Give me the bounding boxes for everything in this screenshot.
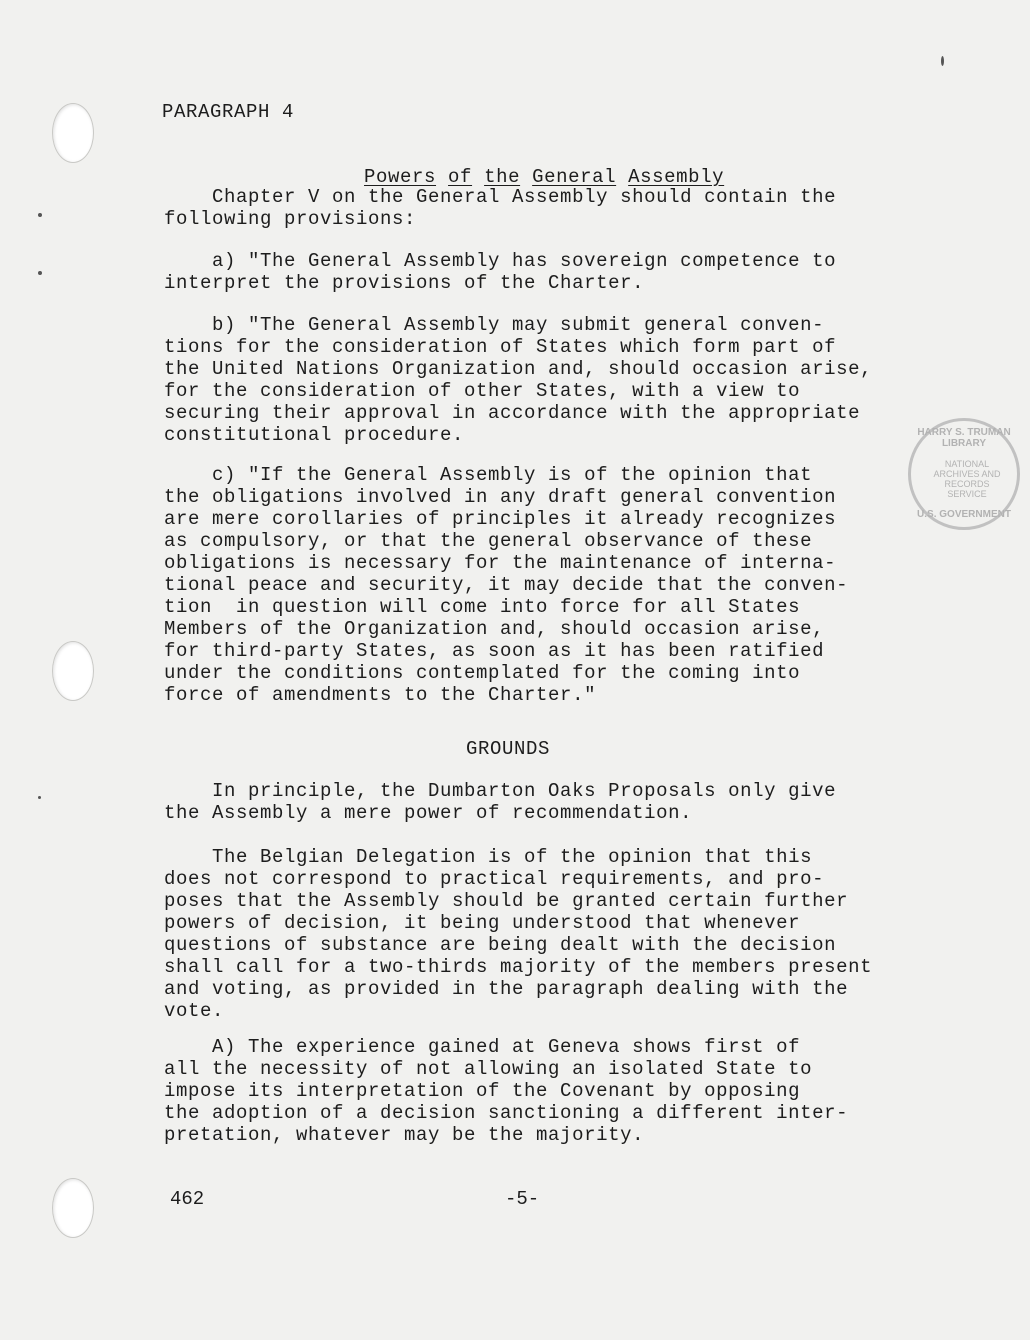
grounds-heading: GROUNDS — [466, 738, 551, 760]
provision-c-line: tion in question will come into force for all States — [164, 596, 801, 618]
paragraph-label: PARAGRAPH 4 — [162, 101, 295, 123]
grounds-p2-line: does not correspond to practical requirements, and pro- — [164, 868, 825, 890]
provision-c-line: tional peace and security, it may decide that the conven- — [164, 574, 849, 596]
grounds-p2-line: shall call for a two-thirds majority of the members present — [164, 956, 873, 978]
grounds-p2-line: poses that the Assembly should be granted certain further — [164, 890, 849, 912]
provision-c-line: are mere corollaries of principles it already recognizes — [164, 508, 837, 530]
document-number: 462 — [170, 1188, 205, 1210]
provision-c-line: for third-party States, as soon as it has been ratified — [164, 640, 825, 662]
provision-b-line: for the consideration of other States, with a view to — [164, 380, 801, 402]
provision-c-line: the obligations involved in any draft general convention — [164, 486, 837, 508]
stamp-top-text: HARRY S. TRUMAN LIBRARY — [917, 427, 1011, 449]
binder-hole-top — [52, 103, 94, 163]
intro-line: following provisions: — [164, 208, 417, 230]
grounds-p3-line: A) The experience gained at Geneva shows first of — [164, 1036, 801, 1058]
title-word: of — [448, 166, 473, 188]
grounds-p3-line: all the necessity of not allowing an isolated State to — [164, 1058, 813, 1080]
paper-speck — [38, 796, 41, 799]
provision-a-line: interpret the provisions of the Charter. — [164, 272, 645, 294]
binder-hole-middle — [52, 641, 94, 701]
library-stamp — [908, 418, 1020, 530]
paper-speck — [941, 56, 944, 66]
provision-c-line: Members of the Organization and, should occasion arise, — [164, 618, 825, 640]
intro-line: Chapter V on the General Assembly should contain the — [164, 186, 837, 208]
paper-speck — [38, 271, 42, 275]
provision-a-line: a) "The General Assembly has sovereign competence to — [164, 250, 837, 272]
provision-c-line: c) "If the General Assembly is of the opinion that — [164, 464, 813, 486]
grounds-p2-line: powers of decision, it being understood that whenever — [164, 912, 801, 934]
grounds-p3-line: the adoption of a decision sanctioning a different inter- — [164, 1102, 849, 1124]
grounds-p3-line: pretation, whatever may be the majority. — [164, 1124, 645, 1146]
title-word: Powers — [364, 166, 437, 188]
stamp-middle-text: NATIONAL ARCHIVES AND RECORDS SERVICE — [933, 459, 1001, 499]
provision-b-line: securing their approval in accordance with the appropriate — [164, 402, 861, 424]
provision-c-line: force of amendments to the Charter." — [164, 684, 597, 706]
provision-b-line: constitutional procedure. — [164, 424, 465, 446]
grounds-p2-line: questions of substance are being dealt with the decision — [164, 934, 837, 956]
title-word: the — [484, 166, 521, 188]
grounds-p1-line: the Assembly a mere power of recommendation. — [164, 802, 693, 824]
provision-b-line: tions for the consideration of States which form part of — [164, 336, 837, 358]
grounds-p1-line: In principle, the Dumbarton Oaks Proposals only give — [164, 780, 837, 802]
grounds-p2-line: vote. — [164, 1000, 225, 1022]
grounds-p2-line: and voting, as provided in the paragraph dealing with the — [164, 978, 849, 1000]
grounds-p2-line: The Belgian Delegation is of the opinion that this — [164, 846, 813, 868]
provision-c-line: as compulsory, or that the general observance of these — [164, 530, 813, 552]
grounds-p3-line: impose its interpretation of the Covenant by opposing — [164, 1080, 801, 1102]
binder-hole-bottom — [52, 1178, 94, 1238]
provision-c-line: under the conditions contemplated for the coming into — [164, 662, 801, 684]
page-number: -5- — [505, 1188, 540, 1210]
paper-speck — [38, 213, 42, 217]
title-word: Assembly — [628, 166, 725, 188]
provision-b-line: b) "The General Assembly may submit general conven- — [164, 314, 825, 336]
stamp-bottom-text: U.S. GOVERNMENT — [917, 509, 1011, 520]
provision-b-line: the United Nations Organization and, should occasion arise, — [164, 358, 873, 380]
title-word: General — [532, 166, 617, 188]
provision-c-line: obligations is necessary for the maintenance of interna- — [164, 552, 837, 574]
